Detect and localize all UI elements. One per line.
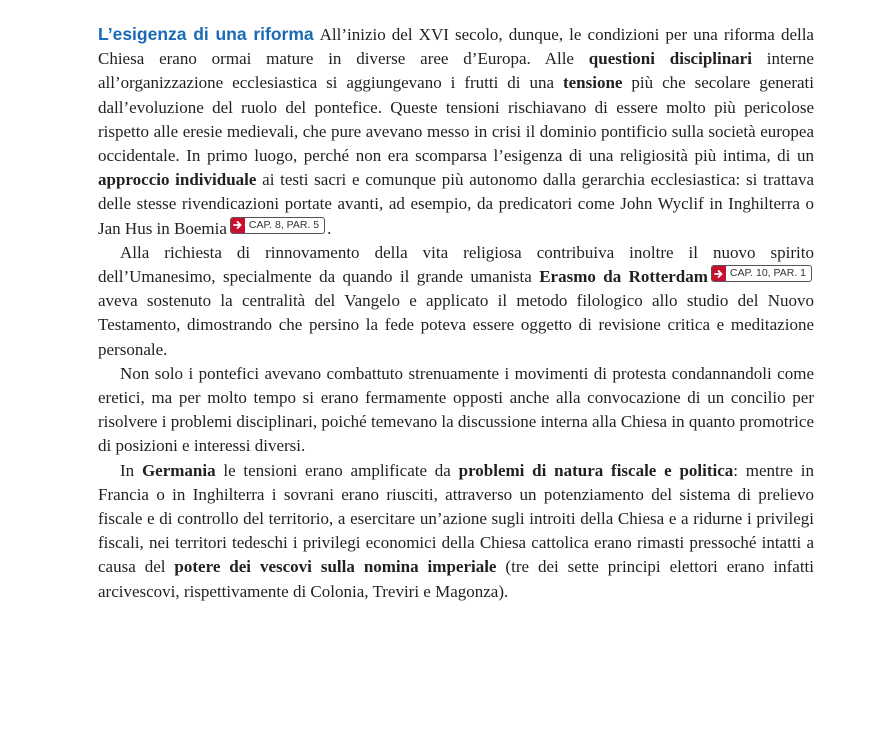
paragraph-4: In Germania le tensioni erano amplificate da problemi di natura fiscale e politica: mentre in Francia o in Inghilterra i sovrani erano riusciti, attraverso un potenziamento del sistema di prelievo fiscale e di controllo del territorio, a esercitare un’azione sugli introiti della Chiesa e a ridurne i privilegi fiscali, nei territori tedeschi i privilegi economici della Chiesa cattolica erano rimasti pressoché intatti a causa del potere dei vescovi sulla nomina imperiale (tre dei sette principi elettori erano infatti arcivescovi, rispettivamente di Colonia, Treviri e Magonza). xyxy=(98,460,814,601)
key-term: problemi di natura fiscale e politica xyxy=(458,460,734,480)
arrow-right-icon xyxy=(231,218,245,233)
textbook-page xyxy=(98,22,814,604)
paragraph-1: L’esigenza di una riforma All’inizio del XVI secolo, dunque, le condizioni per una riforma della Chiesa erano ormai mature in diverse aree d’Europa. Alle questioni disciplinari interne all’organizzazione ecclesiastica si aggiungevano i frutti di una tensione più che secolare generati dall’evoluzione del ruolo del pontefice. Queste tensioni rischiavano di essere molto più pericolose rispetto alle eresie medievali, che pure avevano messo in crisi il dominio pontificio sulla società europea occidentale. In primo luogo, perché non era scomparsa l’esigenza di una religiosità più intima, di un approccio individuale ai testi sacri e comunque più autonomo dalla gerarchia ecclesiastica: si trattava delle stesse rivendicazioni portate avanti, ad esempio, da predicatori come John Wyclif in Inghilterra o Jan Hus in Boemia CAP. 8, PAR. 5 . xyxy=(98,24,815,238)
key-term: questioni disciplinari xyxy=(588,49,752,69)
paragraph-3: Non solo i pontefici avevano combattuto strenuamente i movimenti di protesta condannandoli come eretici, ma per molto tempo si erano fermamente opposti anche alla convocazione di un concilio per risolvere i problemi disciplinari, poiché temevano la discussione interna alla Chiesa in quanto promotrice di posizioni e interessi diversi. xyxy=(98,363,814,456)
key-term: tensione xyxy=(562,73,623,93)
paragraph-2: Alla richiesta di rinnovamento della vita religiosa contribuiva inoltre il nuovo spirito dell’Umanesimo, specialmente da quando il grande umanista Erasmo da Rotterdam CAP. 10, PAR. 1 aveva sostenuto la centralità del Vangelo e applicato il metodo filologico allo studio del Nuovo Testamento, dimostrando che persino la fede poteva essere oggetto di revisione critica e meditazione personale. xyxy=(98,242,814,359)
key-term: potere dei vescovi sulla nomina imperiale xyxy=(174,557,497,577)
key-term: Germania xyxy=(141,460,216,480)
section-heading: L’esigenza di una riforma xyxy=(98,24,314,44)
key-term: approccio individuale xyxy=(98,170,257,190)
key-term: Erasmo da Rotterdam xyxy=(539,267,708,287)
cross-reference-link[interactable]: CAP. 8, PAR. 5 xyxy=(230,217,325,234)
cross-reference-link[interactable]: CAP. 10, PAR. 1 xyxy=(711,265,812,282)
arrow-right-icon xyxy=(712,266,726,281)
